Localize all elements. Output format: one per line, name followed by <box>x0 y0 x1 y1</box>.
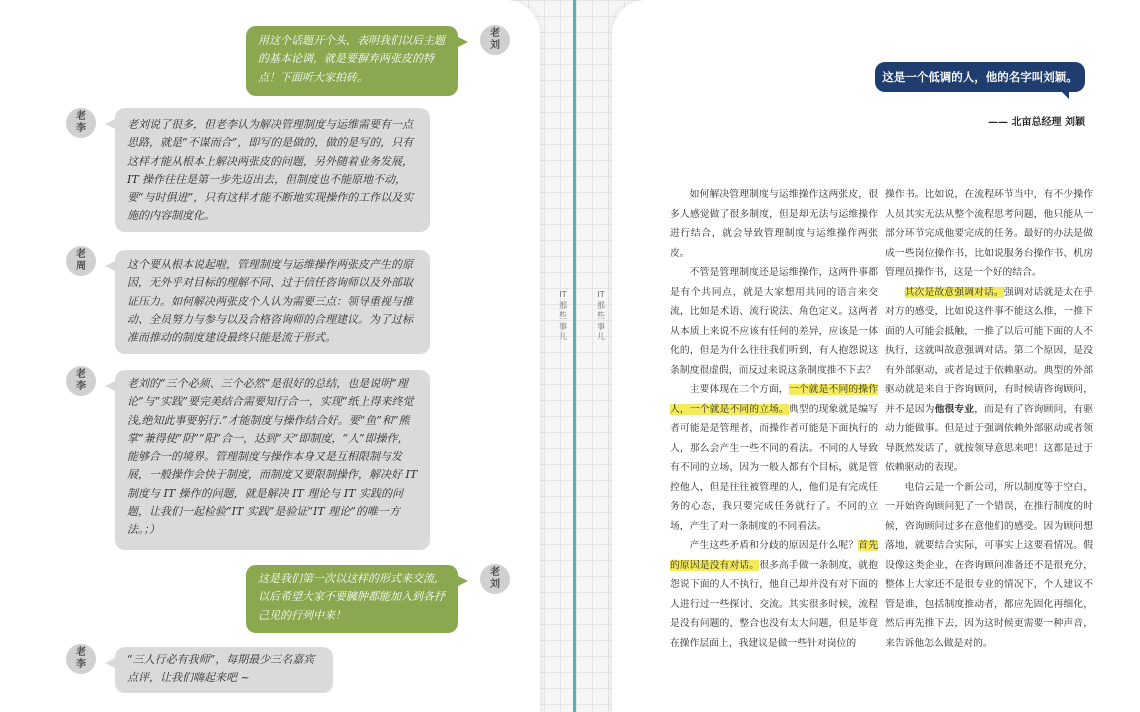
chat-bubble-lao-li-3 <box>115 647 333 693</box>
bold-text: 他很专业 <box>934 403 975 415</box>
paragraph: 不管是管理制度还是运维操作，这两件事都是有个共同点，就是大家想用共同的语言来交流，比如是术语、流行说法、角色定义。这两者从本质上来说不应该有任何的差异，应该是一体化的，但是为什么往往我们听到，有人抱怨说这条制度很虚假，而反过来说这条制度推不下去？ <box>670 267 878 376</box>
chat-text: 用这个话题开个头，表明我们以后主题的基本论调，就是要摒弃两张皮的特点！下面听大家拍砖。 <box>258 34 445 84</box>
article-column-1 <box>670 185 878 695</box>
paragraph <box>670 536 878 653</box>
chat-bubble-lao-li-1 <box>115 108 430 232</box>
highlighted-text: 其次是故意强调对话。 <box>904 286 1004 298</box>
avatar-lao-liu: 老刘 <box>480 564 510 594</box>
book-spine <box>573 0 576 712</box>
quote-text: 这是一个低调的人，他的名字叫刘颖。 <box>882 70 1078 84</box>
highlighted-text: 首先的原因是没有对话。 <box>670 540 878 571</box>
chat-text: “三人行必有我师”，每期最少三名嘉宾点评，让我们嗨起来吧 ~ <box>127 653 315 685</box>
paragraph: 操作书。比如说，在流程环节当中，有不少操作人员其实无法从整个流程思考问题，他只能从一部分环节完成他要完成的任务。最好的办法是做成一些岗位操作书，比如说服务台操作书、机房管理员操作书，这是一个好的结合。 <box>885 189 1093 278</box>
avatar-lao-li: 老李 <box>66 644 96 674</box>
quote-callout <box>875 62 1085 92</box>
avatar-lao-liu: 老刘 <box>480 25 510 55</box>
text: 典型的现象就是编写者可能是是管理者，而操作者可能是下面执行的人，那么会产生一些不同的看法。不同的人导致有不同的立场，因为一般人都有个目标，就是管控他人，但是往往被管理的人，他们是有完成任务的心态，我只要完成任务就行了。不同的立场，产生了对一条制度的不同看法。 <box>670 403 878 532</box>
chat-bubble-lao-liu-1 <box>246 26 458 96</box>
chat-bubble-lao-zhou <box>115 250 430 354</box>
running-head-right: IT 那 些 事 儿 <box>597 290 605 341</box>
highlighted-text: 一个就是不同的操作人，一个就是不同的立场。 <box>670 384 878 415</box>
chat-text: 这是我们第一次以这样的形式来交流，以后希望大家不要臃肿都能加入到各抒己见的行列中来！ <box>258 572 445 622</box>
quote-attribution: —— 北亩总经理 刘颖 <box>988 117 1085 128</box>
text: 产生这些矛盾和分歧的原因是什么呢？ <box>689 540 859 551</box>
text: 强调对话就是太在乎对方的感受，比如说这件事不能这么推，一推下面的人可能会抵触，一推了以后可能下面的人不执行，这就叫故意强调对话。第二个原因，是没有外部驱动，或者是过于依赖驱动。典型的外部驱动就是来自于咨询顾问，有时候请咨询顾问，并不是因为 <box>885 286 1093 415</box>
chat-text: 老刘说了很多，但老李认为解决管理制度与运维需要有一点思路，就是“不谋而合”，即写的是做的，做的是写的，只有这样才能从根本上解决两张皮的问题，另外随着业务发展，IT 操作往往是第一步先迈出去，但制度也不能原地不动，要“与时俱进”，只有这样才能不断地实现操作的工作以及实施的内容制度化。 <box>127 118 414 223</box>
paragraph: 如何解决管理制度与运维操作这两张皮，很多人感觉做了很多制度，但是却无法与运维操作进行结合，就会导致管理制度与运维操作两张皮。 <box>670 189 878 259</box>
text: 很多高手做一条制度，就抱怨说下面的人不执行，他自己却并没有对下面的人进行过一些探讨、交流。其实很多时候，流程是没有问题的，整合也没有太大问题，但是毕竟在操作层面上，我建议是做一些针对岗位的 <box>670 559 878 649</box>
paragraph <box>670 380 878 536</box>
avatar-lao-li: 老李 <box>66 108 96 138</box>
text: ，而是有了咨询顾问，有驱动力能做事。但是过于强调依赖外部驱动或者领导既然发话了，就按领导意思来吧！这都是过于依赖驱动的表现。 <box>885 403 1093 473</box>
article-column-2 <box>885 185 1093 695</box>
avatar-lao-zhou: 老周 <box>66 246 96 276</box>
chat-text: 这个要从根本说起啦，管理制度与运维操作两张皮产生的原因，无外乎对目标的理解不同、过于信任咨询师以及外部取证压力。如何解决两张皮个人认为需要三点：领导重视与推动、全员努力与参与以及合格咨询师的合理建议。为了过标准而推动的制度建设最终只能是流于形式。 <box>127 258 413 345</box>
left-page <box>0 0 540 712</box>
running-head-left: IT 那 些 事 儿 <box>559 290 567 341</box>
chat-bubble-lao-li-2 <box>115 370 430 550</box>
text: 主要体现在二个方面， <box>689 384 789 395</box>
paragraph <box>885 283 1093 478</box>
chat-text: 老刘的“三个必须、三个必然”是很好的总结，也是说明“理论”与“实践”要完美结合需要知行合一，实现“纸上得来终觉浅,绝知此事要躬行.”才能制度与操作结合好。要“鱼”和”熊掌”兼得使“阴”“阳”合一，达到“天”即制度，“人”即操作，能够合一的境界。管理制度与操作本身又是互相限制与发展，一般操作会快于制度，而制度又要限制操作，解决好 IT 制度与 IT 操作的问题，就是解决 IT 理论与 IT 实践的问题，让我们一起检验“IT 实践”是验证“IT 理论”的唯一方法。；） <box>127 377 418 537</box>
avatar-lao-li: 老李 <box>66 366 96 396</box>
paragraph: 电信云是一个新公司，所以制度等于空白，一开始咨询顾问犯了一个错误，在推行制度的时候，咨询顾问过多在意他们的感受。因为顾问想落地，就要结合实际，可事实上这要看情况。假设像这类企业，在咨询顾问准备还不是很充分，整体上大家还不是很专业的情况下，个人建议不管是谁，包括制度推动者，都应先固化再细化，然后再先推下去，因为这时候更需要一种声音，来告诉他怎么做是对的。 <box>885 481 1093 649</box>
chat-bubble-lao-liu-2 <box>246 565 458 633</box>
